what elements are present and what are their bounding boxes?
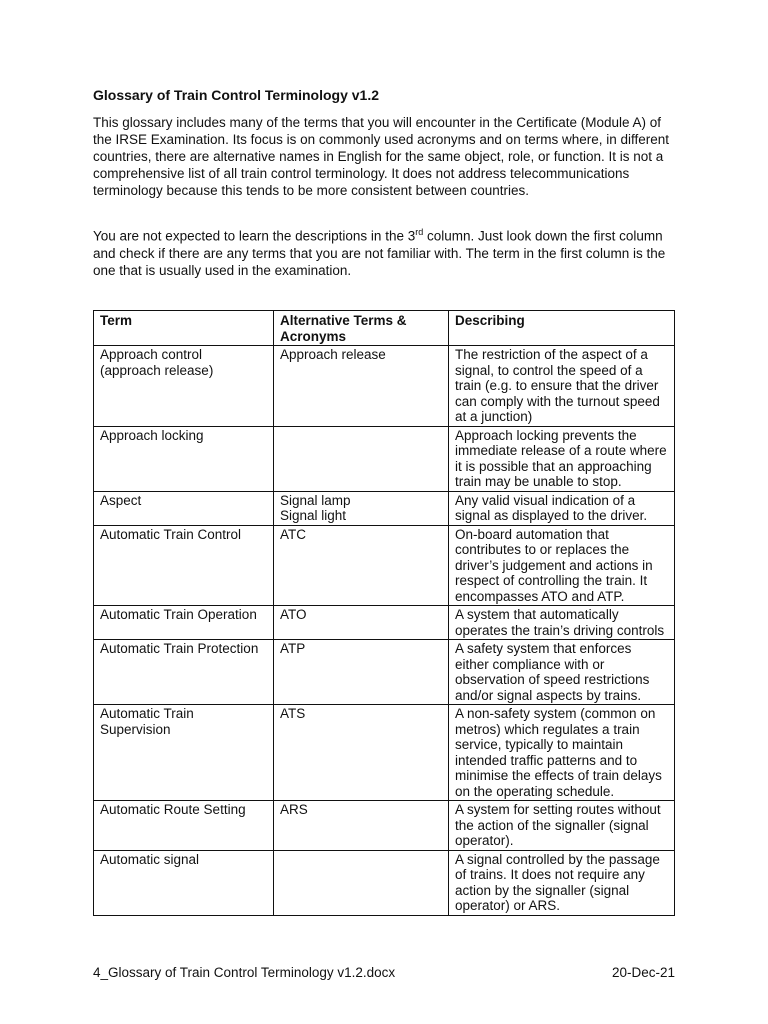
term-cell bbox=[94, 850, 274, 915]
description-cell: A non-safety system (common on metros) which regulates a train service, typically to maintain intended traffic patterns and to minimise the effects of train delays on the operating schedule. bbox=[449, 705, 675, 801]
table-row bbox=[94, 426, 675, 491]
alternative-term-text: ATS bbox=[280, 706, 306, 721]
alternative-terms-cell bbox=[274, 525, 449, 606]
alternative-terms-cell bbox=[274, 705, 449, 801]
term-cell bbox=[94, 346, 274, 427]
page-title: Glossary of Train Control Terminology v1.2 bbox=[93, 87, 380, 103]
table-row bbox=[94, 491, 675, 525]
term-text: Automatic Train Operation bbox=[100, 607, 257, 622]
table-row bbox=[94, 640, 675, 705]
term-cell bbox=[94, 426, 274, 491]
term-cell bbox=[94, 606, 274, 640]
alternative-terms-cell bbox=[274, 426, 449, 491]
header-describing: Describing bbox=[449, 311, 675, 346]
description-cell: The restriction of the aspect of a signal, to control the speed of a train (e.g. to ensure that the driver can comply with the turnout speed at a junction) bbox=[449, 346, 675, 427]
term-text: Automatic Train Supervision bbox=[100, 706, 194, 737]
alternative-terms-cell bbox=[274, 606, 449, 640]
description-cell: On-board automation that contributes to or replaces the driver’s judgement and actions in respect of controlling the train. It encompasses ATO and ATP. bbox=[449, 525, 675, 606]
glossary-body bbox=[94, 346, 675, 916]
term-text: Aspect bbox=[100, 492, 142, 508]
description-cell: Any valid visual indication of a signal as displayed to the driver. bbox=[449, 491, 675, 525]
term-cell bbox=[94, 640, 274, 705]
instructions-paragraph bbox=[93, 224, 683, 279]
description-cell: A signal controlled by the passage of trains. It does not require any action by the signaller (signal operator) or ARS. bbox=[449, 850, 675, 915]
term-text: Approach locking bbox=[100, 427, 204, 443]
description-cell: A system that automatically operates the train’s driving controls bbox=[449, 606, 675, 640]
alternative-term-text: Signal light bbox=[280, 508, 347, 523]
term-text: Approach control bbox=[100, 347, 203, 362]
term-text: Automatic Train Control bbox=[100, 526, 242, 542]
alternative-terms-cell bbox=[274, 491, 449, 525]
table-row bbox=[94, 606, 675, 640]
glossary-table bbox=[93, 310, 675, 916]
table-row bbox=[94, 705, 675, 801]
alternative-terms-cell bbox=[274, 346, 449, 427]
alternative-term-text: ATC bbox=[280, 526, 306, 542]
alternative-term-text: ARS bbox=[280, 802, 308, 817]
description-cell: A system for setting routes without the action of the signaller (signal operator). bbox=[449, 801, 675, 851]
description-cell: Approach locking prevents the immediate release of a route where it is possible that an approaching train may be unable to stop. bbox=[449, 426, 675, 491]
alternative-term-text: ATP bbox=[280, 641, 306, 656]
intro-paragraph: This glossary includes many of the terms that you will encounter in the Certificate (Module A) of the IRSE Examination. Its focus is on commonly used acronyms and on terms where, in different countries, there are alternative names in English for the same object, role, or function. It is not a comprehensive list of all train control terminology. It does not address telecommunications terminology because this tends to be more consistent between countries. bbox=[93, 115, 670, 198]
term-text: (approach release) bbox=[100, 362, 214, 378]
instructions-text-start: You are not expected to learn the descriptions in the 3 bbox=[93, 228, 416, 244]
term-text: Automatic Route Setting bbox=[100, 802, 246, 817]
ordinal-superscript: rd bbox=[415, 227, 424, 237]
term-cell bbox=[94, 801, 274, 851]
table-row bbox=[94, 850, 675, 915]
description-cell: A safety system that enforces either compliance with or observation of speed restrictions and/or signal aspects by trains. bbox=[449, 640, 675, 705]
alternative-terms-cell bbox=[274, 640, 449, 705]
alternative-term-text: Signal lamp bbox=[280, 492, 351, 508]
footer-filename: 4_Glossary of Train Control Terminology v1.2.docx bbox=[93, 965, 396, 980]
alternative-terms-cell bbox=[274, 850, 449, 915]
alternative-terms-cell bbox=[274, 801, 449, 851]
alternative-term-text: Approach release bbox=[280, 347, 386, 362]
term-cell bbox=[94, 491, 274, 525]
table-row bbox=[94, 346, 675, 427]
term-text: Automatic Train Protection bbox=[100, 641, 259, 656]
term-cell bbox=[94, 705, 274, 801]
table-row bbox=[94, 801, 675, 851]
table-row bbox=[94, 525, 675, 606]
instructions-text-end: column. Just look down the first column and check if there are any terms that you are not familiar with. The term in the first column is the one that is usually used in the examination. bbox=[93, 228, 666, 278]
alternative-term-text: ATO bbox=[280, 607, 307, 622]
header-term: Term bbox=[94, 311, 274, 346]
header-alternative-terms: Alternative Terms & Acronyms bbox=[274, 311, 449, 346]
term-text: Automatic signal bbox=[100, 851, 200, 867]
table-header-row bbox=[94, 311, 675, 346]
footer-date: 20-Dec-21 bbox=[611, 965, 675, 980]
page-footer bbox=[93, 965, 675, 980]
term-cell bbox=[94, 525, 274, 606]
